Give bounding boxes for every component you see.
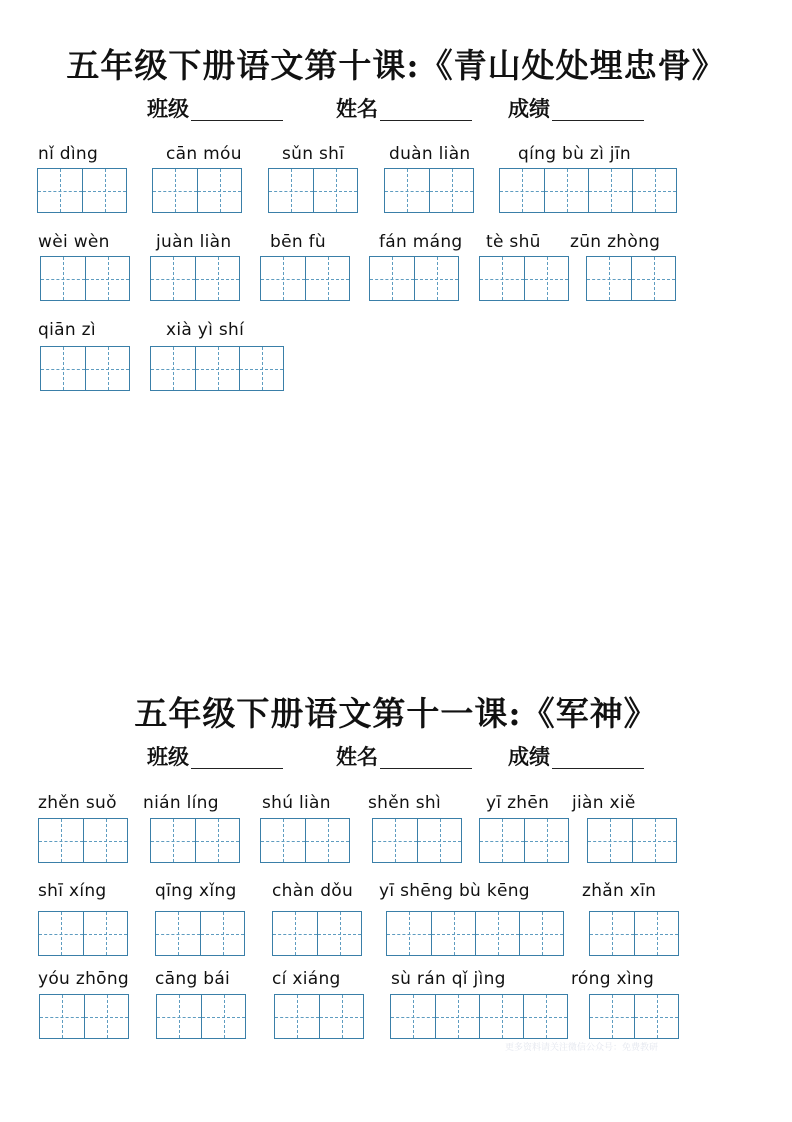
writing-grid[interactable] <box>369 256 459 301</box>
writing-grid[interactable] <box>156 994 246 1039</box>
grid-cell[interactable] <box>195 347 239 390</box>
pinyin-label: qīng xǐng <box>155 881 237 901</box>
grid-cell[interactable] <box>157 995 201 1038</box>
writing-grid[interactable] <box>155 911 245 956</box>
pinyin-label: yóu zhōng <box>38 969 130 989</box>
score-field[interactable] <box>508 93 644 123</box>
grid-cell[interactable] <box>153 169 197 212</box>
writing-grid[interactable] <box>38 911 128 956</box>
grid-cell[interactable] <box>305 257 349 300</box>
grid-cell[interactable] <box>634 995 678 1038</box>
writing-grid[interactable] <box>589 911 679 956</box>
grid-cell[interactable] <box>479 995 523 1038</box>
writing-grid[interactable] <box>37 168 127 213</box>
writing-grid[interactable] <box>479 256 569 301</box>
writing-grid[interactable] <box>499 168 677 213</box>
pinyin-label: cān móu <box>166 144 242 164</box>
grid-cell[interactable] <box>480 257 524 300</box>
pinyin-label: qiān zì <box>38 320 96 340</box>
grid-cell[interactable] <box>385 169 429 212</box>
grid-cell[interactable] <box>519 912 563 955</box>
writing-grid[interactable] <box>40 346 130 391</box>
name-label: 姓名 <box>336 96 378 121</box>
grid-cell[interactable] <box>373 819 417 862</box>
pinyin-label: yī zhēn <box>486 793 550 813</box>
pinyin-label: fán máng <box>379 232 463 252</box>
grid-cell[interactable] <box>195 257 239 300</box>
class-blank[interactable] <box>191 768 283 769</box>
writing-grid[interactable] <box>150 818 240 863</box>
score-blank[interactable] <box>552 768 644 769</box>
pinyin-label: bēn fù <box>270 232 326 252</box>
pinyin-label: qíng bù zì jīn <box>518 144 631 164</box>
writing-grid[interactable] <box>40 256 130 301</box>
grid-cell[interactable] <box>269 169 313 212</box>
grid-cell[interactable] <box>587 257 631 300</box>
score-label: 成绩 <box>508 96 550 121</box>
writing-grid[interactable] <box>268 168 358 213</box>
grid-cell[interactable] <box>84 995 128 1038</box>
pinyin-label: sù rán qǐ jìng <box>391 969 506 989</box>
writing-grid[interactable] <box>586 256 676 301</box>
grid-cell[interactable] <box>200 912 244 955</box>
pinyin-label: zhěn suǒ <box>38 793 117 813</box>
grid-cell[interactable] <box>500 169 544 212</box>
grid-cell[interactable] <box>632 819 676 862</box>
grid-cell[interactable] <box>239 347 283 390</box>
grid-cell[interactable] <box>417 819 461 862</box>
grid-cell[interactable] <box>83 819 127 862</box>
grid-cell[interactable] <box>524 819 568 862</box>
grid-cell[interactable] <box>588 819 632 862</box>
grid-cell[interactable] <box>429 169 473 212</box>
class-blank[interactable] <box>191 120 283 121</box>
lesson-11-title: 五年级下册语文第十一课:《军神》 <box>134 694 658 733</box>
grid-cell[interactable] <box>480 819 524 862</box>
class-field[interactable] <box>147 93 283 123</box>
student-info-row <box>0 93 792 123</box>
name-blank[interactable] <box>380 120 472 121</box>
pinyin-label: shī xíng <box>38 881 107 901</box>
writing-grid[interactable] <box>589 994 679 1039</box>
name-label: 姓名 <box>336 744 378 769</box>
grid-cell[interactable] <box>261 257 305 300</box>
grid-cell[interactable] <box>39 912 83 955</box>
writing-grid[interactable] <box>274 994 364 1039</box>
pinyin-label: juàn liàn <box>156 232 232 252</box>
pinyin-label: xià yì shí <box>166 320 245 340</box>
grid-cell[interactable] <box>151 819 195 862</box>
grid-cell[interactable] <box>523 995 567 1038</box>
grid-cell[interactable] <box>435 995 479 1038</box>
grid-cell[interactable] <box>41 257 85 300</box>
class-label: 班级 <box>147 744 189 769</box>
pinyin-label: shěn shì <box>368 793 442 813</box>
pinyin-label: duàn liàn <box>389 144 471 164</box>
pinyin-label: róng xìng <box>571 969 655 989</box>
writing-grid[interactable] <box>150 346 284 391</box>
grid-cell[interactable] <box>83 912 127 955</box>
writing-grid[interactable] <box>152 168 242 213</box>
pinyin-label: zhǎn xīn <box>582 881 657 901</box>
writing-grid[interactable] <box>384 168 474 213</box>
grid-cell[interactable] <box>317 912 361 955</box>
pinyin-label: cí xiáng <box>272 969 341 989</box>
pinyin-label: nǐ dìng <box>38 144 99 164</box>
writing-grid[interactable] <box>390 994 568 1039</box>
grid-cell[interactable] <box>544 169 588 212</box>
writing-grid[interactable] <box>38 818 128 863</box>
grid-cell[interactable] <box>370 257 414 300</box>
pinyin-label: wèi wèn <box>38 232 110 252</box>
grid-cell[interactable] <box>319 995 363 1038</box>
grid-cell[interactable] <box>632 169 676 212</box>
pinyin-label: chàn dǒu <box>272 881 354 901</box>
grid-cell[interactable] <box>391 995 435 1038</box>
writing-grid[interactable] <box>272 911 362 956</box>
grid-cell[interactable] <box>85 257 129 300</box>
pinyin-label: tè shū <box>486 232 541 252</box>
grid-cell[interactable] <box>588 169 632 212</box>
grid-cell[interactable] <box>313 169 357 212</box>
student-info-row <box>0 741 792 771</box>
writing-grid[interactable] <box>260 256 350 301</box>
grid-cell[interactable] <box>273 912 317 955</box>
grid-cell[interactable] <box>151 347 195 390</box>
class-field[interactable] <box>147 741 283 771</box>
grid-cell[interactable] <box>634 912 678 955</box>
grid-cell[interactable] <box>275 995 319 1038</box>
writing-grid[interactable] <box>150 256 240 301</box>
name-field[interactable] <box>336 93 472 123</box>
class-label: 班级 <box>147 96 189 121</box>
pinyin-label: cāng bái <box>155 969 231 989</box>
grid-cell[interactable] <box>431 912 475 955</box>
lesson-10-title: 五年级下册语文第十课:《青山处处埋忠骨》 <box>66 46 726 85</box>
grid-cell[interactable] <box>195 819 239 862</box>
grid-cell[interactable] <box>39 819 83 862</box>
writing-grid[interactable] <box>386 911 564 956</box>
grid-cell[interactable] <box>201 995 245 1038</box>
writing-grid[interactable] <box>260 818 350 863</box>
grid-cell[interactable] <box>41 347 85 390</box>
name-blank[interactable] <box>380 768 472 769</box>
writing-grid[interactable] <box>479 818 569 863</box>
score-label: 成绩 <box>508 744 550 769</box>
grid-cell[interactable] <box>151 257 195 300</box>
writing-grid[interactable] <box>587 818 677 863</box>
grid-cell[interactable] <box>475 912 519 955</box>
grid-cell[interactable] <box>631 257 675 300</box>
grid-cell[interactable] <box>85 347 129 390</box>
grid-cell[interactable] <box>414 257 458 300</box>
pinyin-label: nián líng <box>143 793 219 813</box>
grid-cell[interactable] <box>387 912 431 955</box>
grid-cell[interactable] <box>590 912 634 955</box>
grid-cell[interactable] <box>82 169 126 212</box>
watermark: 更多资料请关注微信公众号：免费教研 <box>505 1043 659 1053</box>
grid-cell[interactable] <box>305 819 349 862</box>
grid-cell[interactable] <box>197 169 241 212</box>
grid-cell[interactable] <box>590 995 634 1038</box>
grid-cell[interactable] <box>156 912 200 955</box>
score-field[interactable] <box>508 741 644 771</box>
pinyin-label: zūn zhòng <box>570 232 661 252</box>
pinyin-label: sǔn shī <box>282 144 345 164</box>
grid-cell[interactable] <box>524 257 568 300</box>
grid-cell[interactable] <box>38 169 82 212</box>
pinyin-label: shú liàn <box>262 793 331 813</box>
score-blank[interactable] <box>552 120 644 121</box>
grid-cell[interactable] <box>40 995 84 1038</box>
name-field[interactable] <box>336 741 472 771</box>
grid-cell[interactable] <box>261 819 305 862</box>
pinyin-label: yī shēng bù kēng <box>379 881 530 901</box>
writing-grid[interactable] <box>39 994 129 1039</box>
pinyin-label: jiàn xiě <box>572 793 636 813</box>
writing-grid[interactable] <box>372 818 462 863</box>
